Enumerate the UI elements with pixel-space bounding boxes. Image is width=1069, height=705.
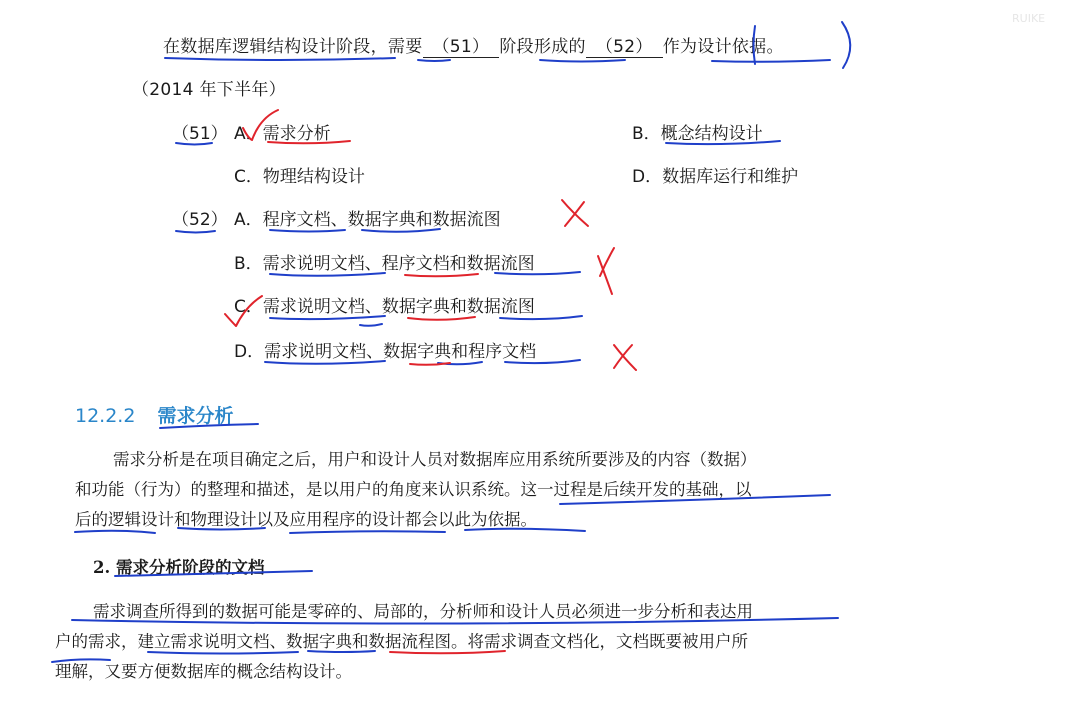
option-text: 需求说明文档、数据字典和数据流图: [262, 297, 535, 317]
paragraph2-line2: 户的需求，建立需求说明文档、数据字典和数据流程图。将需求调查文档化，文档既要被用户所: [55, 632, 748, 651]
option-text: 数据库运行和维护: [662, 167, 799, 187]
q51-option-d: [632, 162, 798, 187]
q51-option-b: [632, 119, 763, 144]
option-text: 需求说明文档、程序文档和数据流图: [262, 254, 535, 274]
cross-mark: [614, 345, 632, 368]
option-letter: A．: [234, 210, 263, 230]
q52-option-c: [234, 292, 535, 317]
question-prefix: 在数据库逻辑结构设计阶段，需要: [163, 37, 423, 57]
option-letter: D．: [234, 342, 265, 362]
ink-underline: [408, 317, 475, 320]
cross-mark: [600, 248, 614, 276]
ink-underline: [270, 230, 345, 232]
paragraph1-line2: 和功能（行为）的整理和描述，是以用户的角度来认识系统。这一过程是后续开发的基础，以: [75, 480, 752, 499]
cross-mark: [562, 200, 588, 226]
q52-option-b: [234, 249, 535, 274]
option-letter: A．: [234, 124, 263, 144]
option-letter: C．: [234, 167, 263, 187]
question-source: （2014 年下半年）: [132, 80, 286, 100]
q52-number: （52）: [172, 210, 228, 230]
q51-option-c: [234, 162, 365, 187]
paragraph1-line1: 需求分析是在项目确定之后，用户和设计人员对数据库应用系统所要涉及的内容（数据）: [113, 450, 757, 469]
cross-mark: [598, 256, 612, 294]
blank-52: （52）: [586, 32, 663, 58]
ink-underline: [712, 60, 830, 62]
option-text: 需求分析: [262, 124, 331, 144]
option-text: 程序文档、数据字典和数据流图: [262, 210, 501, 230]
question-suffix: 作为设计依据。: [662, 37, 784, 57]
ink-underline: [165, 58, 395, 60]
ink-underline: [410, 363, 450, 365]
q51-option-a: [234, 119, 331, 144]
paragraph2-line1: 需求调查所得到的数据可能是零碎的、局部的，分析师和设计人员必须进一步分析和表达用: [93, 602, 753, 621]
q52-option-a: [234, 205, 501, 230]
question-middle: 阶段形成的: [499, 37, 586, 57]
option-letter: B．: [632, 124, 661, 144]
ink-underline: [438, 362, 482, 364]
q52-option-d: [234, 337, 536, 362]
cross-mark: [614, 345, 636, 370]
option-letter: B．: [234, 254, 263, 274]
option-text: 物理结构设计: [262, 167, 365, 187]
blank-51: （51）: [423, 32, 500, 58]
ink-underline: [360, 324, 382, 326]
paragraph1-line3: 后的逻辑设计和物理设计以及应用程序的设计都会以此为依据。: [75, 510, 537, 529]
watermark-logo: RUIKE: [1012, 12, 1046, 25]
section-title: 需求分析: [157, 405, 234, 427]
ink-underline: [176, 231, 215, 233]
ink-underline: [405, 274, 478, 276]
option-letter: D．: [632, 167, 663, 187]
question-stem: [163, 32, 784, 58]
section-number: 12.2.2: [75, 405, 136, 427]
subsection-title: 2. 需求分析阶段的文档: [93, 558, 265, 577]
ink-underline: [540, 60, 625, 62]
section-heading: [75, 401, 233, 428]
paragraph2-line3: 理解，又要方便数据库的概念结构设计。: [55, 662, 352, 681]
option-letter: C．: [234, 297, 263, 317]
cross-mark: [565, 202, 584, 226]
option-text: 概念结构设计: [660, 124, 763, 144]
red-marks: [225, 110, 636, 653]
q51-number: （51）: [172, 124, 228, 144]
ink-underline: [418, 60, 450, 61]
option-text: 需求说明文档、数据字典和程序文档: [264, 342, 537, 362]
ink-bracket: [842, 22, 850, 68]
